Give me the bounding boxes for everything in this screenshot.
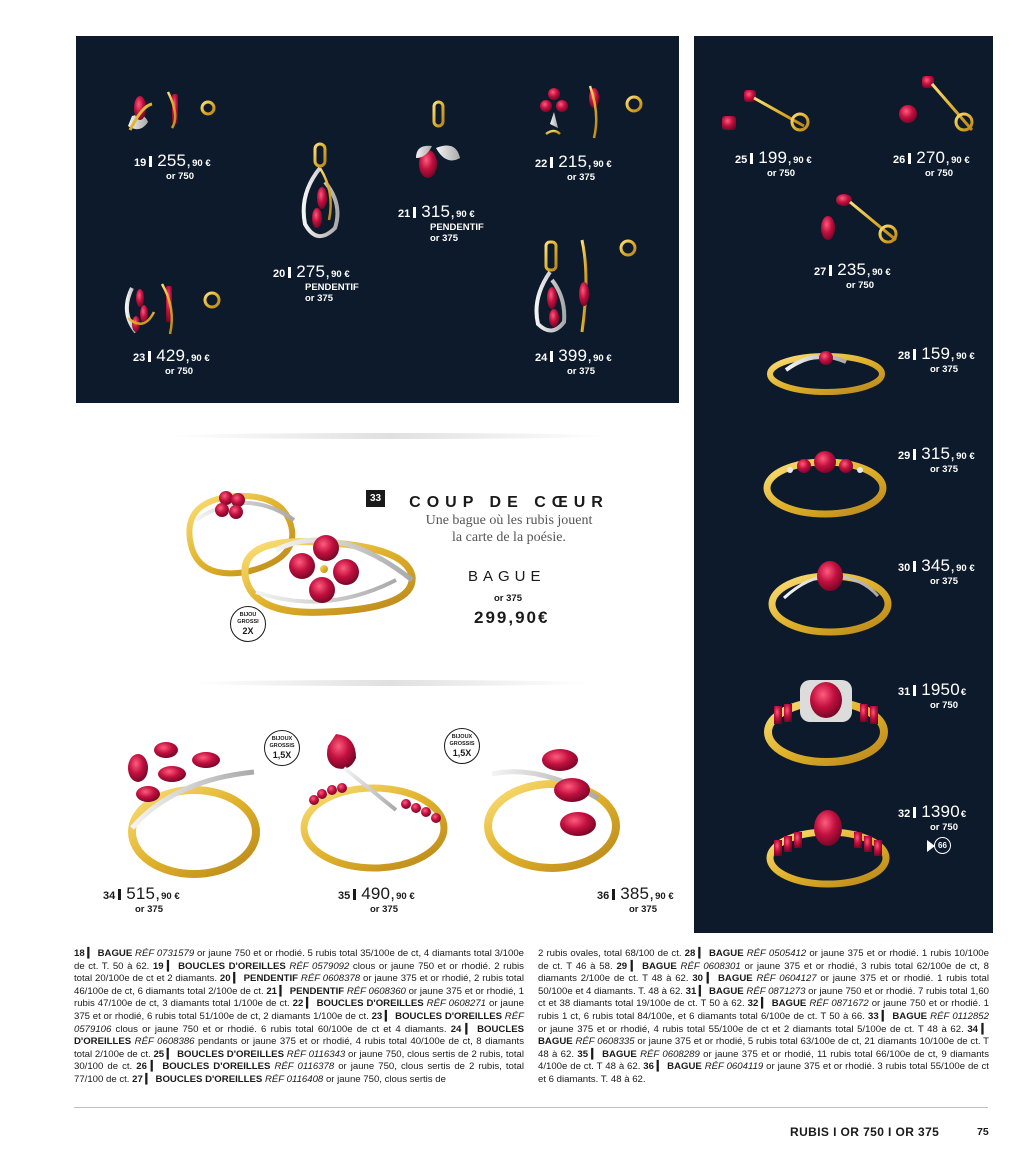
- description-heading: 21 ▎ PENDENTIF: [266, 985, 347, 997]
- metal-label: or 375: [305, 293, 333, 304]
- description-text: or jaune 375 et or rhodié. 1 rubis 10/100e de ct. T 46 à 58.: [538, 948, 989, 972]
- ruby-ring-icon: [296, 732, 456, 872]
- reference-code: RÉF 0608335: [575, 1036, 635, 1048]
- price-27: [814, 260, 891, 291]
- badge-line: GROSSIS: [269, 743, 295, 749]
- description-heading: 33 ▎ BAGUE: [868, 1010, 931, 1022]
- price-value: 385,: [620, 884, 655, 903]
- reference-code: RÉF 0116378: [274, 1061, 335, 1073]
- metal-label: or 375: [930, 364, 958, 375]
- description-text: or jaune 750, clous sertis de 2 rubis, total 77/100 de ct.: [74, 1061, 524, 1085]
- reference-code: RÉF 0608360: [346, 985, 406, 997]
- ruby-ring-icon: [762, 670, 890, 770]
- metal-label: or 375: [567, 172, 595, 183]
- reference-code: RÉF 0608386: [134, 1036, 195, 1048]
- description-heading: 34 ▎ BAGUE: [538, 1023, 990, 1048]
- description-heading: 18 ▎ BAGUE: [74, 948, 136, 959]
- product-type: BAGUE: [468, 568, 546, 585]
- reference-code: RÉF 0604127: [756, 973, 817, 985]
- description-heading: 31 ▎ BAGUE: [685, 985, 747, 997]
- reference-code: RÉF 0871672: [809, 998, 869, 1010]
- metal-label: or 750: [925, 168, 953, 179]
- reference-code: RÉF 0505412: [746, 948, 807, 959]
- product-descriptions-right: [538, 948, 989, 1087]
- price-cents: 90 €: [793, 155, 812, 166]
- price-value: 315,: [921, 444, 956, 463]
- price-30: [898, 556, 975, 587]
- badge-factor: 2X: [242, 626, 254, 636]
- ruby-stud-earrings-icon: [536, 84, 646, 142]
- section-divider: [170, 433, 610, 439]
- price-value: 299,90€: [474, 608, 550, 627]
- price-value: 315,: [421, 202, 456, 221]
- metal-label: or 375: [567, 366, 595, 377]
- description-heading: 23 ▎ BOUCLES D'OREILLES: [371, 1010, 505, 1022]
- price-cents: 90 €: [655, 891, 674, 902]
- reference-code: RÉF 0608378: [300, 973, 361, 985]
- price-34: [103, 884, 180, 915]
- ruby-stud-earrings-icon: [718, 86, 812, 136]
- item-number: 24: [535, 352, 548, 364]
- ruby-ring-icon: [766, 340, 886, 400]
- price-23: [133, 346, 210, 377]
- metal-label: or 375: [370, 904, 398, 915]
- metal-label: or 375: [430, 233, 458, 244]
- price-26: [893, 148, 970, 179]
- section-label: RUBIS I OR 750 I OR 375: [790, 1125, 940, 1139]
- description-heading: 22 ▎ BOUCLES D'OREILLES: [292, 998, 427, 1010]
- metal-label: or 375: [135, 904, 163, 915]
- ruby-ring-icon: [766, 554, 894, 638]
- item-number: 26: [893, 154, 906, 166]
- reference-code: RÉF 0871273: [746, 985, 806, 997]
- ruby-ring-icon: [114, 736, 266, 882]
- item-number: 28: [898, 350, 911, 362]
- description-heading: 20 ▎ PENDENTIF: [219, 973, 301, 985]
- product-descriptions-left: [74, 948, 524, 1087]
- price-29: [898, 444, 975, 475]
- reference-code: RÉF 0579106: [74, 1010, 524, 1035]
- price-cents: 90 €: [951, 155, 970, 166]
- price-value: 1950: [921, 680, 960, 699]
- page-reference-number: 66: [934, 837, 951, 854]
- price-22: [535, 152, 612, 183]
- description-text: or jaune 750 et or rhodié. 5 rubis total 35/100e de ct, 4 diamants total 3/100e de ct. T. 50 à 62.: [74, 948, 524, 972]
- price-21: [398, 202, 484, 244]
- ruby-stud-earrings-icon: [896, 72, 980, 138]
- item-number: 19: [134, 157, 147, 169]
- price-24: [535, 346, 612, 377]
- ruby-drop-earrings-icon: [530, 236, 642, 340]
- item-number: 32: [898, 808, 911, 820]
- price-cents: 90 €: [161, 891, 180, 902]
- description-heading: 27 ▎ BOUCLES D'OREILLES: [132, 1073, 265, 1085]
- price-31: [898, 680, 966, 711]
- product-type: PENDENTIF: [305, 282, 359, 293]
- price-cents: 90 €: [593, 159, 612, 170]
- price-cents: 90 €: [456, 209, 475, 220]
- price-value: 345,: [921, 556, 956, 575]
- ruby-ring-icon: [762, 444, 888, 522]
- description-heading: 25 ▎ BOUCLES D'OREILLES: [153, 1048, 287, 1060]
- description-heading: 24 ▎ BOUCLES D'OREILLES: [74, 1023, 524, 1048]
- description-heading: 26 ▎ BOUCLES D'OREILLES: [136, 1061, 275, 1073]
- description-text: or jaune 750 et or rhodié. 7 rubis total 1,60 ct et 38 diamants total 19/100e de ct. T 50 à 62.: [538, 985, 990, 1010]
- metal-label: or 750: [846, 280, 874, 291]
- price-cents: €: [960, 687, 967, 698]
- tagline: [396, 512, 622, 546]
- item-number: 34: [103, 890, 116, 902]
- badge-line: BIJOUX: [451, 734, 473, 740]
- metal-label: or 375: [494, 593, 522, 604]
- badge-line: BIJOU: [239, 612, 257, 618]
- description-text: or jaune 375 et or rhodié, 11 rubis total 66/100e de ct, 9 diamants 4/100e de ct. T 48 à 62.: [538, 1048, 989, 1073]
- description-continuation: 2 rubis ovales, total 68/100 de ct.: [538, 948, 685, 959]
- item-number: 21: [398, 208, 411, 220]
- price-cents: 90 €: [396, 891, 415, 902]
- description-text: pendants or jaune 375 et or rhodié, 4 rubis total 40/100e de ct, 8 diamants total 2/100e de ct.: [74, 1036, 525, 1060]
- description-text: clous or jaune 750 et or rhodié. 6 rubis total 60/100e de ct et 4 diamants.: [111, 1023, 451, 1035]
- description-heading: 30 ▎ BAGUE: [692, 973, 757, 985]
- description-text: clous or jaune 750 et or rhodié. 2 rubis total 20/100e de ct et 2 diamants.: [74, 960, 524, 985]
- ruby-stud-earrings-icon: [818, 190, 902, 248]
- reference-code: RÉF 0608289: [640, 1048, 700, 1060]
- price-cents: 90 €: [593, 353, 612, 364]
- price-cents: 90 €: [191, 353, 210, 364]
- metal-label: or 375: [930, 576, 958, 587]
- metal-label: or 750: [930, 822, 958, 833]
- reference-code: RÉF 0579092: [289, 960, 350, 972]
- description-text: or jaune 750, clous sertis de 2 rubis, total 30/100 de ct.: [74, 1048, 524, 1073]
- section-divider: [190, 680, 590, 686]
- description-heading: 28 ▎ BAGUE: [684, 948, 747, 959]
- description-text: or jaune 750, clous sertis de: [323, 1073, 446, 1085]
- description-heading: 32 ▎ BAGUE: [747, 998, 810, 1010]
- section-title: COUP DE CŒUR: [409, 494, 609, 511]
- badge-factor: 1,5X: [272, 750, 292, 760]
- footer-divider: [74, 1107, 988, 1108]
- description-text: or jaune 375 et or rhodié. 3 rubis total 55/100e de ct et 6 diamants. T. 48 à 62.: [538, 1061, 989, 1085]
- ruby-pendant-icon: [295, 142, 345, 246]
- page-number: 75: [977, 1126, 989, 1138]
- description-text: or jaune 375 et or rhodié, 4 rubis total 55/100e de ct et 2 diamants total 5/100e de ct. T 48 à 62.: [538, 1023, 968, 1035]
- item-number-badge: 33: [366, 490, 385, 507]
- description-heading: 29 ▎ BAGUE: [616, 960, 681, 972]
- reference-code: RÉF 0116408: [264, 1073, 324, 1085]
- tagline-line: la carte de la poésie.: [452, 530, 566, 545]
- price-value: 255,: [157, 151, 192, 170]
- badge-factor: 1,5X: [452, 748, 472, 758]
- description-text: or jaune 750 et or rhodié. 1 rubis 1 ct, 6 rubis total 84/100e, et 6 diamants total 6/100e de ct. T 50 à 66.: [538, 998, 989, 1022]
- item-number: 30: [898, 562, 911, 574]
- reference-code: RÉF 0116343: [286, 1048, 346, 1060]
- magnification-badge: [444, 728, 480, 764]
- price-32: [898, 802, 966, 833]
- magnification-badge: [264, 730, 300, 766]
- metal-label: or 750: [930, 700, 958, 711]
- metal-label: or 750: [166, 171, 194, 182]
- price-value: 429,: [156, 346, 191, 365]
- description-heading: 35 ▎ BAGUE: [577, 1048, 641, 1060]
- price-25: [735, 148, 812, 179]
- price-36: [597, 884, 674, 915]
- price-cents: 90 €: [956, 451, 975, 462]
- price-cents: 90 €: [872, 267, 891, 278]
- price-cents: 90 €: [331, 269, 350, 280]
- price-cents: 90 €: [956, 563, 975, 574]
- description-text: or jaune 375 et or rhodié, 5 rubis total 63/100e de ct, 21 diamants 10/100e de ct. T 48 à 62.: [538, 1036, 990, 1060]
- item-number: 23: [133, 352, 146, 364]
- ruby-ring-icon: [764, 800, 892, 892]
- metal-label: or 375: [629, 904, 657, 915]
- description-text: or jaune 375 et or rhodié, 2 rubis total 46/100e de ct, 6 diamants total 2/100e de ct.: [74, 973, 524, 997]
- tagline-line: Une bague où les rubis jouent: [425, 513, 593, 528]
- metal-label: or 750: [165, 366, 193, 377]
- badge-line: BIJOUX: [271, 736, 293, 742]
- reference-code: RÉF 0112852: [930, 1010, 989, 1022]
- ruby-flower-ring-icon: [176, 480, 426, 628]
- ruby-ring-icon: [478, 744, 624, 876]
- price-28: [898, 344, 975, 375]
- price-value: 159,: [921, 344, 956, 363]
- reference-code: RÉF 0604119: [704, 1061, 764, 1073]
- ruby-stud-earrings-icon: [118, 282, 222, 338]
- badge-line: GROSSIS: [449, 741, 475, 747]
- magnification-badge: [230, 606, 266, 642]
- description-text: or jaune 375 et or rhodié, 1 rubis 47/100e de ct, 3 diamants total 1/100e de ct.: [74, 985, 524, 1010]
- description-entry: [132, 1074, 446, 1085]
- item-number: 35: [338, 890, 351, 902]
- price-value: 270,: [916, 148, 951, 167]
- item-number: 29: [898, 450, 911, 462]
- price-cents: 90 €: [956, 351, 975, 362]
- metal-label: or 750: [767, 168, 795, 179]
- item-number: 22: [535, 158, 548, 170]
- page-reference-link[interactable]: [927, 837, 951, 854]
- price-value: 490,: [361, 884, 396, 903]
- ruby-stud-earrings-icon: [122, 86, 218, 140]
- price-value: 215,: [558, 152, 593, 171]
- item-number: 25: [735, 154, 748, 166]
- description-heading: 19 ▎ BOUCLES D'OREILLES: [152, 960, 290, 972]
- description-heading: 36 ▎ BAGUE: [643, 1061, 705, 1073]
- metal-label: or 375: [930, 464, 958, 475]
- ruby-pendant-icon: [412, 100, 468, 182]
- price-value: 399,: [558, 346, 593, 365]
- price-value: 1390: [921, 802, 960, 821]
- description-text: or jaune 375 et or rhodié, 3 rubis total 62/100e de ct, 8 diamants 2/100e de ct. T 48 à 62.: [538, 960, 990, 985]
- price-20: [273, 262, 359, 304]
- item-number: 31: [898, 686, 911, 698]
- price-value: 275,: [296, 262, 331, 281]
- reference-code: RÉF 0608271: [426, 998, 487, 1010]
- price-cents: 90 €: [192, 158, 211, 169]
- description-text: or jaune 375 et or rhodié, 6 rubis total 51/100e de ct, 2 diamants 1/100e de ct.: [74, 998, 524, 1022]
- reference-code: RÉF 0731579: [135, 948, 195, 959]
- price-19: [134, 151, 211, 182]
- badge-line: GROSSI: [237, 619, 259, 625]
- item-number: 27: [814, 266, 827, 278]
- product-type: PENDENTIF: [430, 222, 484, 233]
- price-cents: €: [960, 809, 967, 820]
- price-value: 199,: [758, 148, 793, 167]
- reference-code: RÉF 0608301: [680, 960, 741, 972]
- item-number: 36: [597, 890, 610, 902]
- description-text: or jaune 375 et or rhodié. 1 rubis total 50/100e et 4 diamants. T. 48 à 62.: [538, 973, 989, 997]
- price-value: 515,: [126, 884, 161, 903]
- item-number: 20: [273, 268, 286, 280]
- price-35: [338, 884, 415, 915]
- price-value: 235,: [837, 260, 872, 279]
